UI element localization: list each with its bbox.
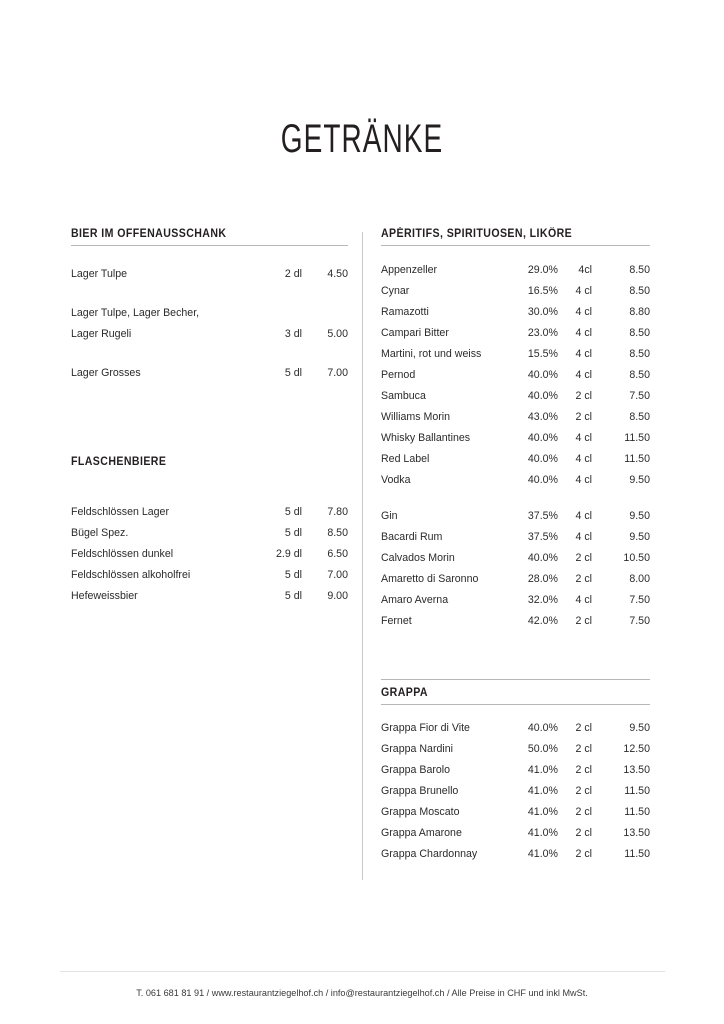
list-item [381,718,650,739]
item-price: 11.50 [624,784,650,797]
item-size: 4cl [578,263,592,276]
spacer [381,491,650,506]
list-item [381,365,650,386]
item-price: 7.50 [629,614,650,627]
right-column [381,228,650,865]
item-price: 8.50 [629,284,650,297]
list-item [381,760,650,781]
item-size: 2 cl [575,847,592,860]
list-item [381,739,650,760]
item-size: 5 dl [284,589,302,602]
item-size: 4 cl [575,368,592,381]
item-price: 11.50 [624,847,650,860]
section-bier-im-offenausschank [71,228,348,384]
item-name: Bügel Spez. [71,526,129,539]
spacer [71,285,348,303]
item-abv: 15.5% [527,347,558,360]
item-size: 2 cl [575,742,592,755]
item-name: Lager Grosses [71,366,141,379]
list-item [71,303,348,324]
section-heading: GRAPPA [381,686,428,699]
list-item [71,586,348,607]
list-item [381,590,650,611]
item-price: 7.50 [629,389,650,402]
list-item [381,781,650,802]
item-price: 9.50 [629,721,650,734]
page-title: GETRÄNKE [280,116,444,161]
item-name: Campari Bitter [381,326,449,339]
item-name: Feldschlössen Lager [71,505,169,518]
item-price: 7.00 [327,366,348,379]
spacer [381,705,650,718]
item-size: 4 cl [575,530,592,543]
item-price: 11.50 [624,431,650,444]
item-price: 6.50 [327,547,348,560]
item-name: Feldschlössen dunkel [71,547,174,560]
item-name: Grappa Brunello [381,784,459,797]
item-name: Pernod [381,368,416,381]
item-name: Amaretto di Saronno [381,572,479,585]
list-item [381,407,650,428]
item-size: 4 cl [575,473,592,486]
list-item [71,502,348,523]
item-name: Martini, rot und weiss [381,347,482,360]
section-heading: FLASCHENBIERE [71,455,167,468]
item-size: 4 cl [575,305,592,318]
list-item [381,323,650,344]
list-item [71,544,348,565]
item-price: 8.50 [629,410,650,423]
list-item [71,565,348,586]
item-name: Williams Morin [381,410,451,423]
item-abv: 40.0% [527,368,558,381]
item-size: 4 cl [575,452,592,465]
item-abv: 40.0% [527,473,558,486]
item-abv: 41.0% [527,847,558,860]
item-name: Lager Tulpe, Lager Becher, [71,306,200,319]
list-item [381,548,650,569]
item-name: Whisky Ballantines [381,431,471,444]
item-abv: 41.0% [527,763,558,776]
item-size: 5 dl [284,568,302,581]
item-name: Appenzeller [381,263,438,276]
section-heading: APÉRITIFS, SPIRITUOSEN, LIKÖRE [381,228,573,240]
item-size: 2 cl [575,572,592,585]
item-name: Vodka [381,473,411,486]
list-item [381,611,650,632]
item-name: Lager Tulpe [71,267,128,280]
item-abv: 41.0% [527,784,558,797]
item-abv: 42.0% [527,614,558,627]
list-item [381,569,650,590]
item-abv: 37.5% [527,530,558,543]
item-price: 8.50 [629,347,650,360]
item-size: 4 cl [575,431,592,444]
section-rule-above [381,679,650,680]
list-item [71,363,348,384]
item-size: 2 cl [575,721,592,734]
item-name: Grappa Amarone [381,826,462,839]
list-item [381,344,650,365]
section-grappa [381,679,650,865]
item-size: 4 cl [575,326,592,339]
item-name: Gin [381,509,398,522]
list-item [71,523,348,544]
item-size: 2 cl [575,805,592,818]
item-size: 2 cl [575,410,592,423]
item-abv: 28.0% [527,572,558,585]
item-size: 2 cl [575,614,592,627]
section-heading: BIER IM OFFENAUSSCHANK [71,228,227,240]
item-list [381,718,650,865]
item-price: 8.50 [629,368,650,381]
item-abv: 43.0% [527,410,558,423]
item-price: 8.50 [629,326,650,339]
item-size: 5 dl [284,526,302,539]
item-name: Calvados Morin [381,551,455,564]
item-abv: 32.0% [527,593,558,606]
item-name: Grappa Chardonnay [381,847,478,860]
list-item [381,527,650,548]
item-price: 9.50 [629,509,650,522]
item-size: 2 cl [575,784,592,797]
item-size: 2 cl [575,826,592,839]
item-size: 4 cl [575,593,592,606]
item-size: 5 dl [284,366,302,379]
item-abv: 16.5% [527,284,558,297]
item-price: 10.50 [623,551,650,564]
footer-divider [60,971,665,972]
item-list [381,260,650,632]
item-name: Bacardi Rum [381,530,443,543]
spacer [71,473,348,502]
item-price: 9.50 [629,530,650,543]
list-item [381,844,650,865]
item-price: 7.00 [327,568,348,581]
item-price: 8.50 [629,263,650,276]
list-item [381,428,650,449]
item-size: 3 dl [284,327,302,340]
column-divider [362,232,363,880]
item-price: 7.50 [629,593,650,606]
list-item [381,802,650,823]
item-price: 8.00 [629,572,650,585]
item-name: Grappa Nardini [381,742,454,755]
item-name: Grappa Fior di Vite [381,721,470,734]
list-item [381,449,650,470]
list-item [381,386,650,407]
item-price: 13.50 [623,763,650,776]
item-price: 9.50 [629,473,650,486]
item-abv: 41.0% [527,826,558,839]
item-abv: 40.0% [527,721,558,734]
item-abv: 41.0% [527,805,558,818]
item-name: Cynar [381,284,410,297]
item-size: 2 cl [575,551,592,564]
list-item [381,470,650,491]
footer-contact-text: T. 061 681 81 91 / www.restaurantziegelhof.ch / info@restaurantziegelhof.ch / Alle Preise in CHF und inkl MwSt. [136,988,588,999]
spacer [71,246,348,264]
item-abv: 37.5% [527,509,558,522]
section-aperitifs-spirituosen-likoere [381,228,650,632]
item-name: Feldschlössen alkoholfrei [71,568,191,581]
item-name: Grappa Moscato [381,805,460,818]
item-name: Grappa Barolo [381,763,451,776]
list-item [381,260,650,281]
item-size: 5 dl [284,505,302,518]
item-name: Sambuca [381,389,426,402]
item-price: 13.50 [623,826,650,839]
item-abv: 40.0% [527,551,558,564]
section-flaschenbiere [71,456,348,607]
item-size: 2 dl [284,267,302,280]
list-item [381,823,650,844]
item-name: Lager Rugeli [71,327,132,340]
item-size: 4 cl [575,284,592,297]
item-name: Red Label [381,452,430,465]
item-price: 5.00 [327,327,348,340]
item-price: 12.50 [623,742,650,755]
item-size: 4 cl [575,509,592,522]
item-abv: 40.0% [527,431,558,444]
item-price: 9.00 [327,589,348,602]
item-abv: 50.0% [527,742,558,755]
list-item [381,281,650,302]
item-price: 8.50 [327,526,348,539]
item-size: 2 cl [575,389,592,402]
item-size: 4 cl [575,347,592,360]
spacer [381,632,650,679]
item-abv: 29.0% [527,263,558,276]
spacer [381,246,650,260]
item-name: Fernet [381,614,412,627]
list-item [381,506,650,527]
item-name: Hefeweissbier [71,589,138,602]
item-abv: 40.0% [527,389,558,402]
item-size: 2 cl [575,763,592,776]
item-list [71,264,348,384]
item-list [71,502,348,607]
item-price: 8.80 [629,305,650,318]
item-name: Amaro Averna [381,593,449,606]
item-name: Ramazotti [381,305,429,318]
list-item [71,264,348,285]
item-abv: 40.0% [527,452,558,465]
item-price: 11.50 [624,452,650,465]
item-abv: 23.0% [527,326,558,339]
item-size: 2.9 dl [276,547,302,560]
item-price: 7.80 [327,505,348,518]
spacer [71,384,348,456]
spacer [71,345,348,363]
list-item [71,324,348,345]
list-item [381,302,650,323]
item-abv: 30.0% [527,305,558,318]
item-price: 4.50 [327,267,348,280]
item-price: 11.50 [624,805,650,818]
left-column [71,228,348,607]
